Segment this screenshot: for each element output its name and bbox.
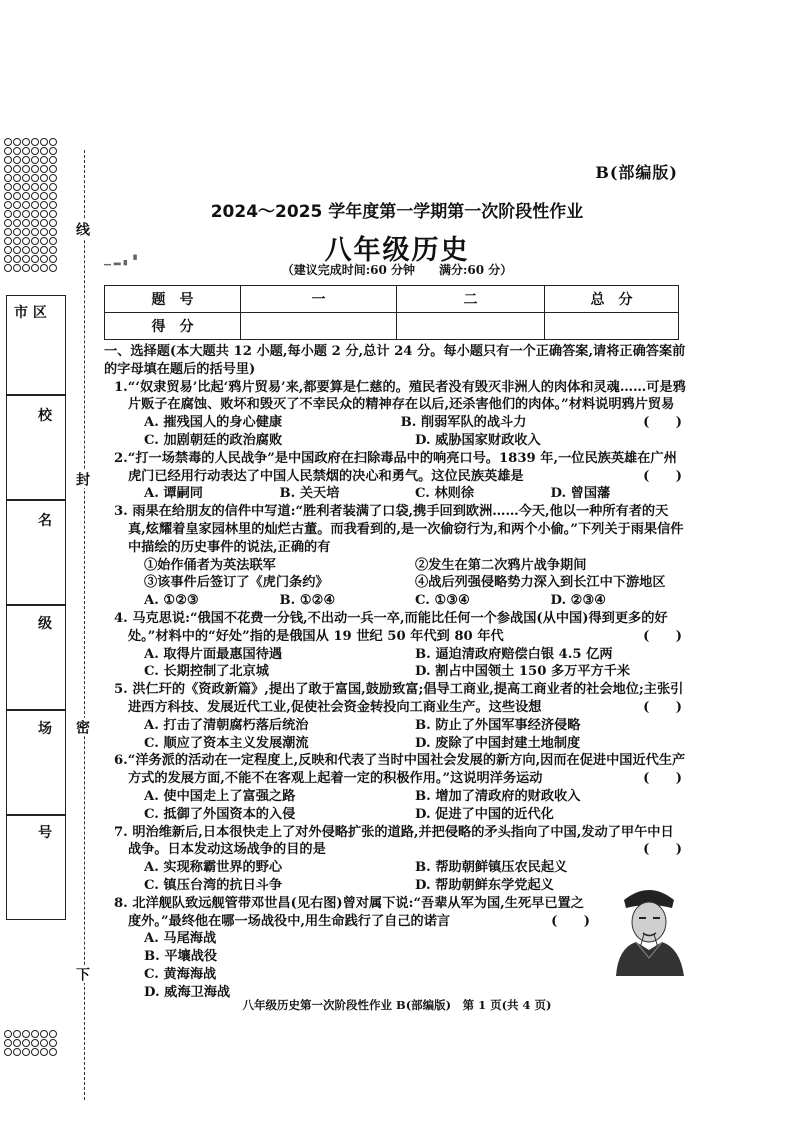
options-row [104,877,686,895]
option-d: D. 割占中国领土 150 多万平方千米 [415,664,631,680]
option-d: D. 威海卫海战 [144,984,231,1000]
option-c: C. 加剧朝廷的政治腐败 [144,432,283,448]
binding-hole [40,138,48,146]
portrait-image [610,878,688,976]
statement-4: ④战后列强侵略势力深入到长江中下游地区 [415,575,666,591]
option-a: A. ①②③ [144,593,199,609]
score-cell-part2[interactable] [397,313,545,340]
option-c: C. 林则徐 [415,486,475,502]
option-b: B. 削弱军队的战斗力 [400,415,527,431]
question-7 [104,824,686,860]
binding-hole [31,138,39,146]
field-box-name[interactable] [6,500,66,605]
answer-bracket[interactable]: ( ) [643,771,682,787]
binding-hole [31,165,39,173]
binding-hole [13,147,21,155]
binding-hole [22,183,30,191]
answer-bracket[interactable]: ( ) [643,415,682,431]
question-text: 3. 雨果在给朋友的信件中写道:“胜利者装满了口袋,携手回到欧洲……今天,他以一种所有者的天真,炫耀着皇家园林里的灿烂古董。而我看到的,是一次偷窃行为,和两个小偷。”下列关于雨果信件中描绘的历史事件的说法,正确的有 [114,504,684,555]
option-b: B. 防止了外国军事经济侵略 [415,717,581,733]
option-d: D. 曾国藩 [550,486,611,502]
score-table-score-row [105,313,679,340]
question-text: 6.“洋务派的活动在一定程度上,反映和代表了当时中国社会发展的新方向,因而在促进中国近代生产方式的发展方面,不能不在客观上起着一定的积极作用。”这说明洋务运动 [114,753,686,787]
binding-hole [22,147,30,155]
question-body [104,343,686,1001]
field-label-room: 场 [38,721,52,737]
binding-hole [4,147,12,155]
question-text: 8. 北洋舰队致远舰管带邓世昌(见右图)曾对属下说:“吾辈从军为国,生死早已置之度外。”最终他在哪一场战役中,用生命践行了自己的诺言 [114,895,584,929]
page-footer: 八年级历史第一次阶段性作业 B(部编版) 第 1 页(共 4 页) [242,998,552,1012]
binding-hole [13,1030,21,1038]
binding-hole [13,1048,21,1056]
option-a: A. 取得片面最惠国待遇 [144,646,283,662]
answer-bracket[interactable]: ( ) [551,913,590,929]
option-a: A. 马尾海战 [144,931,217,947]
binding-hole [4,183,12,191]
binding-hole [49,147,57,155]
statement-2: ②发生在第二次鸦片战争期间 [415,557,587,573]
question-5 [104,681,686,717]
score-table-header-row [105,286,679,313]
hole-row [4,138,64,146]
score-cell-total[interactable] [545,313,679,340]
option-c: C. 镇压台湾的抗日斗争 [144,877,283,893]
answer-bracket[interactable]: ( ) [643,628,682,644]
binding-hole [22,156,30,164]
hole-row [4,1030,64,1038]
option-c: C. 长期控制了北京城 [144,664,269,680]
binding-hole [13,183,21,191]
binding-hole [40,174,48,182]
hole-row [4,183,64,191]
binding-hole [31,1030,39,1038]
score-header-cell: 一 [241,286,397,313]
binding-hole [31,183,39,191]
binding-hole [4,1048,12,1056]
option-c: C. 顺应了资本主义发展潮流 [144,735,309,751]
score-header-cell: 二 [397,286,545,313]
statements-row [104,574,686,592]
seal-word-mi: 密 [74,720,90,734]
options-row [104,663,686,681]
option-a: A. 实现称霸世界的野心 [144,860,283,876]
options-row [104,414,657,432]
answer-bracket[interactable]: ( ) [643,468,682,484]
option-d: D. 废除了中国封建土地制度 [415,735,581,751]
exam-title: 2024～2025 学年度第一学期第一次阶段性作业 [210,202,584,222]
statements-row [104,557,686,575]
binding-hole [13,174,21,182]
option-b: B. 增加了清政府的财政收入 [415,788,581,804]
option-b: B. ①②④ [279,593,336,609]
question-text: 5. 洪仁玕的《资政新篇》,提出了敢于富国,鼓励致富;倡导工商业,提高工商业者的社会地位;主张引进西方科技、发展近代工业,促使社会资金转投向工商业生产。这些设想 [114,682,684,715]
time-and-score: （建议完成时间:60 分钟 满分:60 分） [281,263,513,277]
binding-hole [22,1030,30,1038]
binding-hole [13,156,21,164]
options-row [104,592,686,610]
hole-row [4,1039,64,1047]
options-row [104,485,686,503]
option-c: C. 黄海海战 [144,966,217,982]
hole-row [4,147,64,155]
binding-hole [4,138,12,146]
question-6 [104,752,686,788]
option-c: C. ①③④ [415,593,470,609]
binding-hole [22,174,30,182]
field-box-school[interactable] [6,395,66,500]
question-text: 1.“‘奴隶贸易’比起‘鸦片贸易’来,都要算是仁慈的。殖民者没有毁灭非洲人的肉体和灵魂……可是鸦片贩子在腐蚀、败坏和毁灭了不幸民众的精神存在以后,还杀害他们的肉体。”材料说明鸦片贸易 [114,379,686,413]
option-b: B. 帮助朝鲜镇压农民起义 [415,860,568,876]
question-text: 7. 明治维新后,日本很快走上了对外侵略扩张的道路,并把侵略的矛头指向了中国,发动了甲午中日战争。日本发动这场战争的目的是 [114,824,674,858]
option-d: D. 帮助朝鲜东学党起义 [415,877,554,893]
binding-hole [49,183,57,191]
options-row [104,432,686,450]
field-box-room[interactable] [6,710,66,815]
field-box-class[interactable] [6,605,66,710]
binding-holes-bottom [4,1030,64,1060]
binding-hole [22,165,30,173]
option-d: D. ②③④ [550,593,607,609]
option-a: A. 使中国走上了富强之路 [144,788,296,804]
binding-hole [40,1030,48,1038]
options-row [104,717,686,735]
options-row [104,735,686,753]
binding-hole [13,165,21,173]
binding-hole [13,1039,21,1047]
section-instructions: 一、选择题(本大题共 12 小题,每小题 2 分,总计 24 分。每小题只有一个正确答案,请将正确答案前的字母填在题后的括号里) [104,344,686,377]
score-header-cell: 题 号 [105,286,241,313]
hole-row [4,174,64,182]
options-row [104,788,686,806]
answer-bracket[interactable]: ( ) [643,842,682,858]
binding-hole [40,165,48,173]
scan-smudge: ▁ ▂ ▖ ▘ [104,256,141,266]
binding-hole [22,138,30,146]
binding-hole [49,174,57,182]
option-b: B. 平壤战役 [144,949,218,965]
binding-hole [31,174,39,182]
binding-hole [4,1039,12,1047]
binding-hole [4,165,12,173]
options-row [104,859,686,877]
question-text: 4. 马克思说:“俄国不花费一分钱,不出动一兵一卒,而能比任何一个参战国(从中国)得到更多的好处。”材料中的“好处”指的是俄国从 19 世纪 50 年代到 80 年代 [114,610,668,644]
binding-hole [4,1030,12,1038]
options-row [104,806,686,824]
binding-hole [49,138,57,146]
option-c: C. 抵御了外国资本的入侵 [144,806,296,822]
hole-row [4,165,64,173]
binding-hole [49,1048,57,1056]
field-label-school: 校 [38,408,52,424]
option-d: D. 威胁国家财政收入 [415,432,541,448]
score-cell-part1[interactable] [241,313,397,340]
field-label-seat: 号 [38,825,52,841]
binding-hole [40,183,48,191]
binding-holes [4,138,64,316]
option-b: B. 关天培 [279,486,340,502]
option-b: B. 逼迫清政府赔偿白银 4.5 亿两 [415,646,613,662]
binding-hole [49,156,57,164]
binding-hole [4,174,12,182]
binding-hole [40,147,48,155]
answer-bracket[interactable]: ( ) [643,699,682,715]
score-row-label: 得 分 [105,313,241,340]
binding-hole [49,1039,57,1047]
question-3 [104,503,686,556]
score-table [104,285,679,340]
subject-title: 八年级历史 [324,235,470,266]
option-a: A. 谭嗣同 [144,486,203,502]
seal-word-xian: 线 [74,222,90,236]
option-a: A. 打击了清朝腐朽落后统治 [144,717,309,733]
options-row [104,646,686,664]
binding-hole [22,1039,30,1047]
option-a: A. 摧残国人的身心健康 [144,415,283,431]
question-2 [104,450,686,486]
binding-hole [49,1030,57,1038]
binding-hole [49,165,57,173]
hole-row [4,156,64,164]
question-4 [104,610,686,646]
binding-hole [40,1039,48,1047]
statement-1: ①始作俑者为英法联军 [144,557,276,573]
binding-hole [31,1048,39,1056]
binding-hole [22,1048,30,1056]
binding-hole [31,156,39,164]
binding-hole [40,1048,48,1056]
question-8 [104,895,594,931]
binding-hole [4,156,12,164]
score-header-cell: 总 分 [545,286,679,313]
option-d: D. 促进了中国的近代化 [415,806,554,822]
binding-hole [40,156,48,164]
field-label-class: 级 [38,616,52,632]
binding-hole [31,147,39,155]
hole-row [4,1048,64,1056]
field-label-district: 市 区 [14,305,47,321]
field-box-seat[interactable] [6,815,66,920]
question-text: 2.“打一场禁毒的人民战争”是中国政府在扫除毒品中的响亮口号。1839 年,一位民族英雄在广州虎门已经用行动表达了中国人民禁烟的决心和勇气。这位民族英雄是 [114,450,677,484]
seal-word-feng: 封 [74,472,90,486]
edition-label: B(部编版) [595,163,678,182]
binding-hole [13,138,21,146]
seal-word-xia: 下 [74,967,90,981]
statement-3: ③该事件后签订了《虎门条约》 [144,575,329,591]
field-label-name: 名 [38,513,52,529]
seal-line [84,150,85,1100]
binding-hole [31,1039,39,1047]
